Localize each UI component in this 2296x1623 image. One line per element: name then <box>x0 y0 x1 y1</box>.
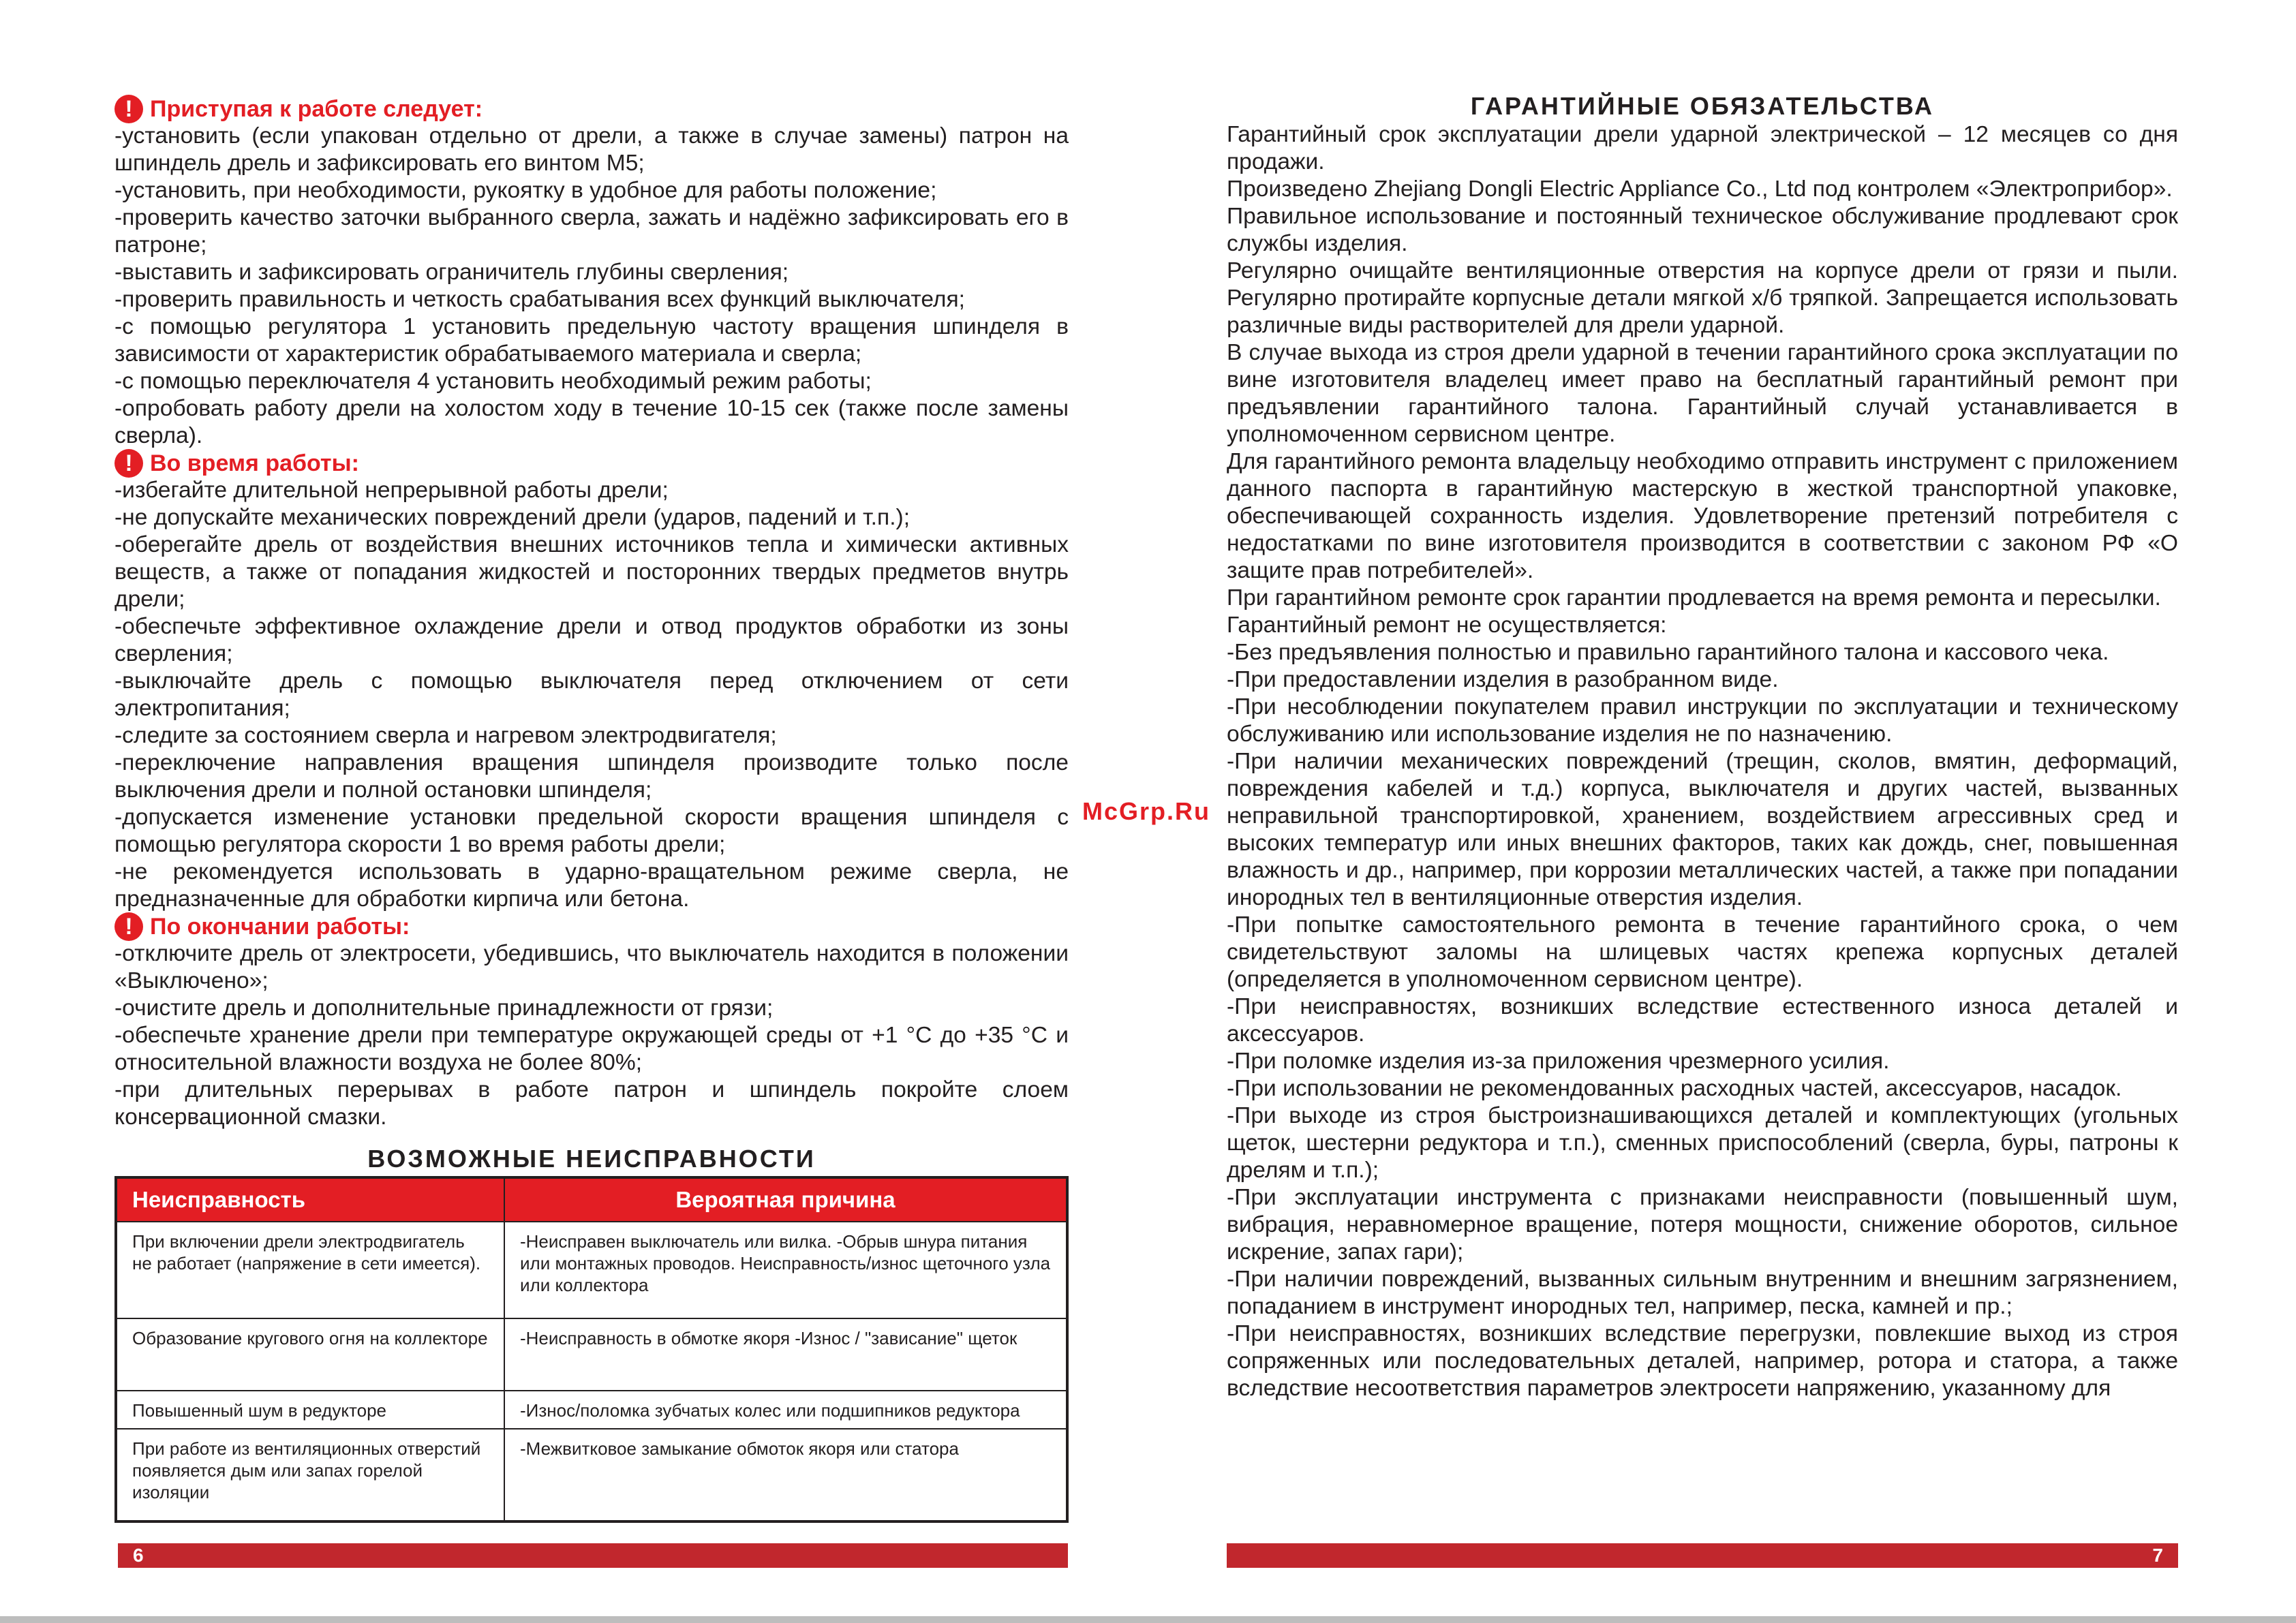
warning-icon: ! <box>114 95 143 123</box>
column-header-cause: Вероятная причина <box>504 1177 1067 1222</box>
table-row <box>116 1222 1067 1318</box>
instruction-line: -обеспечьте хранение дрели при температуре окружающей среды от +1 °С до +35 °С и относительной влажности воздуха не более 80%; <box>114 1023 1069 1075</box>
section-before-work <box>114 95 1069 450</box>
table-row <box>116 1391 1067 1429</box>
instruction-line: -при длительных перерывах в работе патрон и шпиндель покройте слоем консервационной смазки. <box>114 1077 1069 1130</box>
warranty-exclusion: -Без предъявления полностью и правильно гарантийного талона и кассового чека. <box>1227 640 2109 665</box>
warranty-exclusion: -При неисправностях, возникших вследствие естественного износа деталей и аксессуаров. <box>1227 994 2178 1047</box>
instruction-line: -обеспечьте эффективное охлаждение дрели и отвод продуктов обработки из зоны сверления; <box>114 614 1069 666</box>
warranty-exclusion: -При неисправностях, возникших вследствие перегрузки, повлекшие выход из строя сопряженных или последовательных деталей, например, ротора и статора, а также вследствие несоответствия параметров электросети напряжению, указанному для <box>1227 1321 2178 1401</box>
warranty-paragraph: При гарантийном ремонте срок гарантии продлевается на время ремонта и пересылки. <box>1227 585 2161 610</box>
left-page <box>114 0 1069 1623</box>
warranty-exclusion: -При предоставлении изделия в разобранном виде. <box>1227 667 1779 692</box>
cause-cell: -Неисправность в обмотке якоря -Износ / "зависание" щеток <box>504 1318 1067 1391</box>
warranty-paragraph: Гарантийный срок эксплуатации дрели ударной электрической – 12 месяцев со дня продажи. <box>1227 122 2178 174</box>
table-row <box>116 1318 1067 1391</box>
instruction-line: -избегайте длительной непрерывной работы дрели; <box>114 478 669 503</box>
fault-cell: Образование кругового огня на коллекторе <box>116 1318 504 1391</box>
warranty-paragraph: Гарантийный ремонт не осуществляется: <box>1227 613 1667 638</box>
instruction-line: -опробовать работу дрели на холостом ходу в течение 10-15 сек (также после замены сверла). <box>114 396 1069 448</box>
cause-cell: -Межвитковое замыкание обмоток якоря или статора <box>504 1429 1067 1521</box>
warranty-paragraph: В случае выхода из строя дрели ударной в течении гарантийного срока эксплуатации по вине изготовителя владелец имеет право на бесплатный гарантийный ремонт при предъявлении гарантийного талона. Гарантийный случай устанавливается в уполномоченном сервисном центре. <box>1227 340 2178 447</box>
faults-table <box>114 1176 1069 1523</box>
warranty-exclusion: -При наличии повреждений, вызванных сильным внутренним и внешним загрязнением, попаданием в инструмент инородных тел, например, песка, камней и пр.; <box>1227 1267 2178 1319</box>
footer-bar-left <box>118 1543 1068 1568</box>
instruction-line: -с помощью переключателя 4 установить необходимый режим работы; <box>114 369 872 394</box>
warranty-paragraph: Регулярно очищайте вентиляционные отверстия на корпусе дрели от грязи и пыли. Регулярно протирайте корпусные детали мягкой х/б тряпкой. Запрещается использовать различные виды растворителей для дрели ударной. <box>1227 258 2178 338</box>
footer-bar-right <box>1227 1543 2178 1568</box>
instruction-line: -оберегайте дрель от воздействия внешних источников тепла и химически активных веществ, а также от попадания жидкостей и посторонних твердых предметов внутрь дрели; <box>114 532 1069 612</box>
warranty-paragraph: Для гарантийного ремонта владельцу необходимо отправить инструмент с приложением данного паспорта в гарантийную мастерскую в жесткой транспортной упаковке, обеспечивающей сохранность изделия. Удовлетворение претензий потребителя с недостатками по вине изготовителя производится в соответствии с законом РФ «О защите прав потребителей». <box>1227 449 2178 583</box>
warranty-exclusion: -При выходе из строя быстроизнашивающихся деталей и комплектующих (угольных щеток, шестерни редуктора и т.п.), сменных приспособлений (сверла, буры, патроны к дрелям и т.п.); <box>1227 1103 2178 1183</box>
instruction-line: -установить, при необходимости, рукоятку в удобное для работы положение; <box>114 178 937 203</box>
warranty-exclusion: -При эксплуатации инструмента с признаками неисправности (повышенный шум, вибрация, неравномерное вращение, потеря мощности, снижение оборотов, сильное искрение, запах гари); <box>1227 1185 2178 1265</box>
warranty-paragraph: Произведено Zhejiang Dongli Electric Appliance Co., Ltd под контролем «Электроприбор». <box>1227 176 2173 202</box>
warning-icon: ! <box>114 449 143 478</box>
warranty-exclusion: -При наличии механических повреждений (трещин, сколов, вмятин, деформаций, повреждения кабелей и т.д.) корпуса, выключателя и других частей, вызванных неправильной транспортировкой, хранением, воздействием агрессивных сред и высоких температур или иных внешних факторов, таких как дождь, снег, повышенная влажность и др., например, при коррозии металлических частей, а также при попадании инородных тел в вентиляционные отверстия изделия. <box>1227 749 2178 910</box>
cause-cell: -Неисправен выключатель или вилка. -Обрыв шнура питания или монтажных проводов. Неисправность/износ щеточного узла или коллектора <box>504 1222 1067 1318</box>
instruction-line: -не рекомендуется использовать в ударно-вращательном режиме сверла, не предназначенные для обработки кирпича или бетона. <box>114 859 1069 912</box>
fault-cell: При работе из вентиляционных отверстий появляется дым или запах горелой изоляции <box>116 1429 504 1521</box>
warranty-exclusion: -При несоблюдении покупателем правил инструкции по эксплуатации и техническому обслуживанию или использование изделия не по назначению. <box>1227 694 2178 747</box>
instruction-line: -выставить и зафиксировать ограничитель глубины сверления; <box>114 260 789 285</box>
table-row <box>116 1429 1067 1521</box>
instruction-line: -проверить правильность и четкость срабатывания всех функций выключателя; <box>114 287 965 312</box>
instruction-line: -допускается изменение установки предельной скорости вращения шпинделя с помощью регулятора скорости 1 во время работы дрели; <box>114 805 1069 857</box>
instruction-line: -проверить качество заточки выбранного сверла, зажать и надёжно зафиксировать его в патроне; <box>114 205 1069 258</box>
fault-cell: Повышенный шум в редукторе <box>116 1391 504 1429</box>
instruction-line: -выключайте дрель с помощью выключателя перед отключением от сети электропитания; <box>114 668 1069 721</box>
page-number: 6 <box>133 1545 144 1566</box>
warranty-exclusion: -При использовании не рекомендованных расходных частей, аксессуаров, насадок. <box>1227 1076 2122 1101</box>
cause-cell: -Износ/поломка зубчатых колес или подшипников редуктора <box>504 1391 1067 1429</box>
section-heading: ! По окончании работы: <box>114 913 1069 940</box>
section-heading: ! Во время работы: <box>114 450 1069 477</box>
page-number: 7 <box>2152 1545 2163 1566</box>
instruction-line: -отключите дрель от электросети, убедившись, что выключатель находится в положении «Выключено»; <box>114 941 1069 993</box>
right-page <box>1227 0 2178 1623</box>
fault-cell: При включении дрели электродвигатель не работает (напряжение в сети имеется). <box>116 1222 504 1318</box>
section-heading: ! Приступая к работе следует: <box>114 95 1069 123</box>
faults-table-title: ВОЗМОЖНЫЕ НЕИСПРАВНОСТИ <box>367 1145 816 1173</box>
instruction-line: -установить (если упакован отдельно от дрели, а также в случае замены) патрон на шпиндель дрель и зафиксировать его винтом М5; <box>114 123 1069 176</box>
table-header-row <box>116 1177 1067 1222</box>
section-after-work <box>114 913 1069 1131</box>
instruction-line: -очистите дрель и дополнительные принадлежности от грязи; <box>114 995 774 1021</box>
instruction-line: -не допускайте механических повреждений дрели (ударов, падений и т.п.); <box>114 505 910 530</box>
warranty-paragraph: Правильное использование и постоянный техническое обслуживание продлевают срок службы изделия. <box>1227 204 2178 256</box>
instruction-line: -переключение направления вращения шпинделя производите только после выключения дрели и полной остановки шпинделя; <box>114 750 1069 803</box>
warning-icon: ! <box>114 912 143 941</box>
instruction-line: -с помощью регулятора 1 установить предельную частоту вращения шпинделя в зависимости от характеристик обрабатываемого материала и сверла; <box>114 314 1069 367</box>
warranty-exclusion: -При попытке самостоятельного ремонта в течение гарантийного срока, о чем свидетельствуют заломы на шлицевых частях крепежа корпусных деталей (определяется в уполномоченном сервисном центре). <box>1227 912 2178 992</box>
warranty-title: ГАРАНТИЙНЫЕ ОБЯЗАТЕЛЬСТВА <box>1470 92 1935 120</box>
watermark-text: McGrp.Ru <box>1082 797 1211 825</box>
bottom-divider <box>0 1616 2296 1623</box>
section-during-work <box>114 450 1069 913</box>
warranty-exclusion: -При поломке изделия из-за приложения чрезмерного усилия. <box>1227 1049 1890 1074</box>
column-header-fault: Неисправность <box>116 1177 504 1222</box>
instruction-line: -следите за состоянием сверла и нагревом электродвигателя; <box>114 723 777 748</box>
